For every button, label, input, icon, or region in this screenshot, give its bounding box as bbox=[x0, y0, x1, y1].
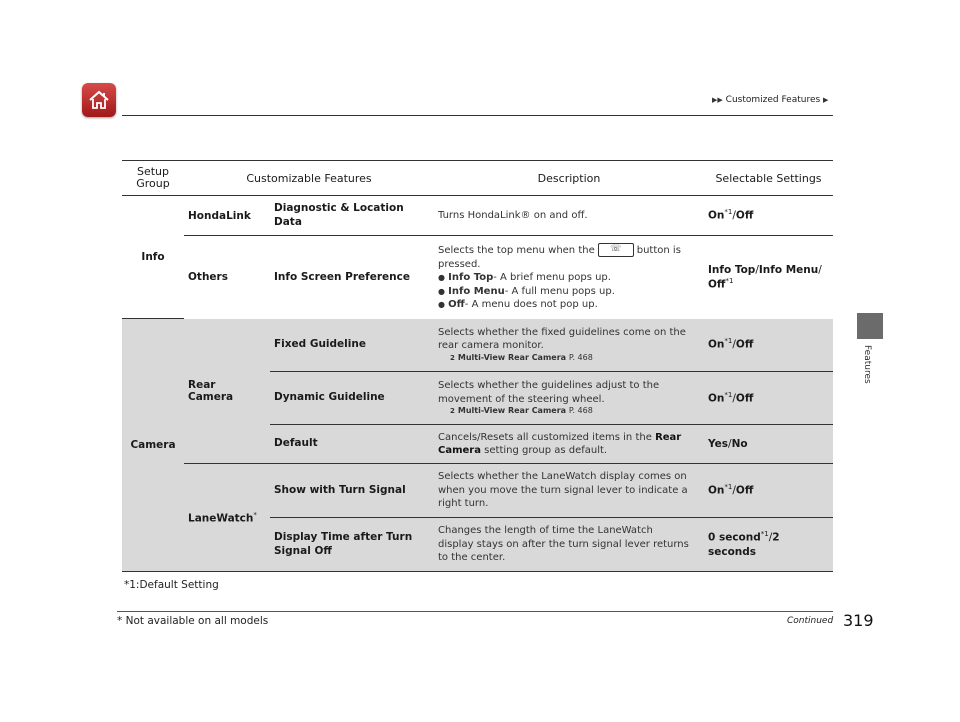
breadcrumb bbox=[712, 95, 828, 105]
feature-show-with-turn-signal: Show with Turn Signal bbox=[270, 464, 434, 518]
cross-reference-link[interactable]: 2 Multi-View Rear Camera P. 468 bbox=[450, 406, 593, 416]
subgroup-others: Others bbox=[188, 271, 228, 284]
description-fixed-guideline: Selects whether the fixed guidelines come on the rear camera monitor. 2 Multi-View Rear Camera P. 468 bbox=[434, 319, 704, 372]
table-row bbox=[122, 196, 833, 236]
settings-dynamic-guideline: On$^{*1}$/Off bbox=[704, 372, 833, 425]
subgroup-hondalink: HondaLink bbox=[184, 196, 270, 236]
header-setup-group: Setup Group bbox=[122, 161, 184, 196]
breadcrumb-link-customized-features[interactable]: Customized Features bbox=[725, 95, 821, 105]
description-display-time: Changes the length of time the LaneWatch display stays on after the turn signal lever returns to the center. bbox=[434, 518, 704, 572]
page-number: 319 bbox=[843, 611, 874, 630]
description-diagnostic: Turns HondaLink® on and off. bbox=[434, 196, 704, 236]
header-description: Description bbox=[434, 161, 704, 196]
breadcrumb-arrow: ▶ bbox=[823, 96, 829, 104]
cross-reference-link[interactable]: 2 Multi-View Rear Camera P. 468 bbox=[450, 352, 593, 362]
header-customizable-features: Customizable Features bbox=[184, 161, 434, 196]
section-tab-label: Features bbox=[862, 345, 872, 384]
settings-diagnostic: On$^{*1}$/Off bbox=[704, 196, 833, 236]
subgroup-lanewatch: LaneWatch* bbox=[184, 464, 270, 572]
feature-fixed-guideline: Fixed Guideline bbox=[270, 319, 434, 372]
group-camera: Camera bbox=[122, 319, 184, 572]
continued-label: Continued bbox=[787, 616, 834, 626]
feature-display-time-after-turn-signal-off: Display Time after Turn Signal Off bbox=[270, 518, 434, 572]
settings-info-screen: Info Top/Info Menu/ Off$^{*1}$ bbox=[708, 263, 822, 291]
header-selectable-settings: Selectable Settings bbox=[704, 161, 833, 196]
settings-default: Yes/No bbox=[704, 425, 833, 464]
house-icon bbox=[88, 89, 110, 111]
footer-divider bbox=[117, 611, 833, 612]
phone-button-icon: ☏ bbox=[598, 243, 634, 257]
section-tab-marker[interactable] bbox=[857, 313, 883, 339]
feature-default: Default bbox=[270, 425, 434, 464]
header-divider bbox=[122, 115, 833, 116]
settings-show-with-turn-signal: On$^{*1}$/Off bbox=[704, 464, 833, 518]
table-row bbox=[122, 464, 833, 518]
table-header-row bbox=[122, 161, 833, 196]
description-info-screen: Selects the top menu when the ☏ button is pressed. ● Info Top- A brief menu pops up. ● Info Menu- A full menu pops up. ● Off- A menu does not pop up. bbox=[438, 244, 681, 310]
breadcrumb-arrows: ▶▶ bbox=[712, 96, 723, 104]
settings-display-time: 0 second$^{*1}$/2 seconds bbox=[704, 518, 833, 572]
feature-dynamic-guideline: Dynamic Guideline bbox=[270, 372, 434, 425]
description-show-with-turn-signal: Selects whether the LaneWatch display comes on when you move the turn signal lever to indicate a right turn. bbox=[434, 464, 704, 518]
subgroup-rear-camera: Rear Camera bbox=[184, 319, 270, 464]
home-button[interactable] bbox=[82, 83, 116, 117]
availability-note: * Not available on all models bbox=[117, 615, 269, 627]
table-row bbox=[122, 319, 833, 372]
description-default: Cancels/Resets all customized items in the Rear Camera setting group as default. bbox=[434, 425, 704, 464]
feature-diagnostic-location-data: Diagnostic & Location Data bbox=[270, 196, 434, 236]
feature-info-screen-preference: Info Screen Preference bbox=[274, 270, 410, 283]
group-info: Info bbox=[122, 196, 184, 319]
default-setting-footnote: *1:Default Setting bbox=[124, 579, 219, 591]
settings-fixed-guideline: On$^{*1}$/Off bbox=[704, 319, 833, 372]
customized-features-table bbox=[122, 160, 833, 572]
description-dynamic-guideline: Selects whether the guidelines adjust to the movement of the steering wheel. 2 Multi-View Rear Camera P. 468 bbox=[434, 372, 704, 425]
table-row bbox=[122, 236, 833, 319]
